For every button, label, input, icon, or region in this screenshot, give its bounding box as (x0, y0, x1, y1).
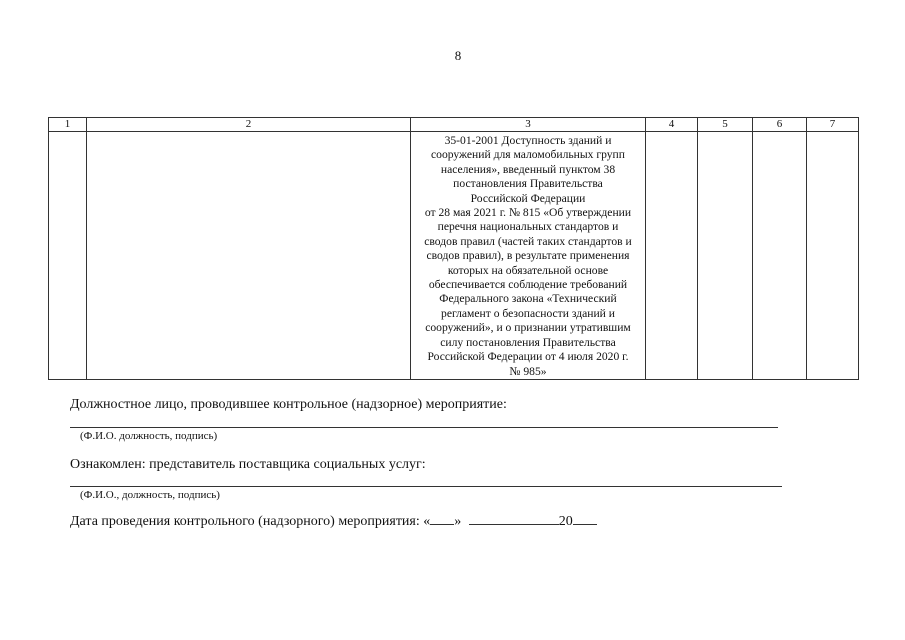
page-number: 8 (454, 48, 462, 63)
column-header-3: 3 (411, 118, 646, 132)
cell-col5 (698, 132, 753, 380)
official-signature-line[interactable] (70, 427, 778, 428)
cell-col3 (411, 132, 646, 380)
report-table (48, 117, 859, 380)
regulation-text: 35-01-2001 Доступность зданий и сооружений для маломобильных групп населения», введенный пунктом 38 постановления Правительства Российской Федерации от 28 мая 2021 г. № 815 «Об утверждении перечня национальных стандартов и сводов правил (частей таких стандартов и сводов правил), в результате применения которых на обязательной основе обеспечивается соблюдение требований Федерального закона «Технический регламент о безопасности зданий и сооружений», и о признании утратившим силу постановления Правительства Российской Федерации от 4 июля 2020 г. № 985» (424, 134, 632, 378)
column-header-7: 7 (807, 118, 859, 132)
table-header-row (49, 118, 859, 132)
column-header-4: 4 (646, 118, 698, 132)
table-row (49, 132, 859, 380)
official-label: Должностное лицо, проводившее контрольное (надзорное) мероприятие: (70, 397, 507, 412)
inspection-date-row (70, 512, 597, 530)
cell-col1 (49, 132, 87, 380)
acquainted-caption: (Ф.И.О., должность, подпись) (80, 489, 220, 501)
cell-col4 (646, 132, 698, 380)
acquainted-signature-line[interactable] (70, 486, 782, 487)
month-blank[interactable] (469, 512, 559, 525)
year-prefix: 20 (558, 514, 573, 529)
day-blank[interactable] (430, 512, 454, 525)
cell-col2 (87, 132, 411, 380)
official-caption: (Ф.И.О. должность, подпись) (80, 430, 218, 442)
date-label: Дата проведения контрольного (надзорного) мероприятия: « (70, 514, 431, 529)
acquainted-label: Ознакомлен: представитель поставщика социальных услуг: (70, 457, 426, 472)
column-header-2: 2 (87, 118, 411, 132)
column-header-5: 5 (698, 118, 753, 132)
cell-col7 (807, 132, 859, 380)
year-blank[interactable] (573, 512, 597, 525)
date-close-quote: » (454, 514, 462, 529)
cell-col6 (753, 132, 807, 380)
column-header-1: 1 (49, 118, 87, 132)
column-header-6: 6 (753, 118, 807, 132)
